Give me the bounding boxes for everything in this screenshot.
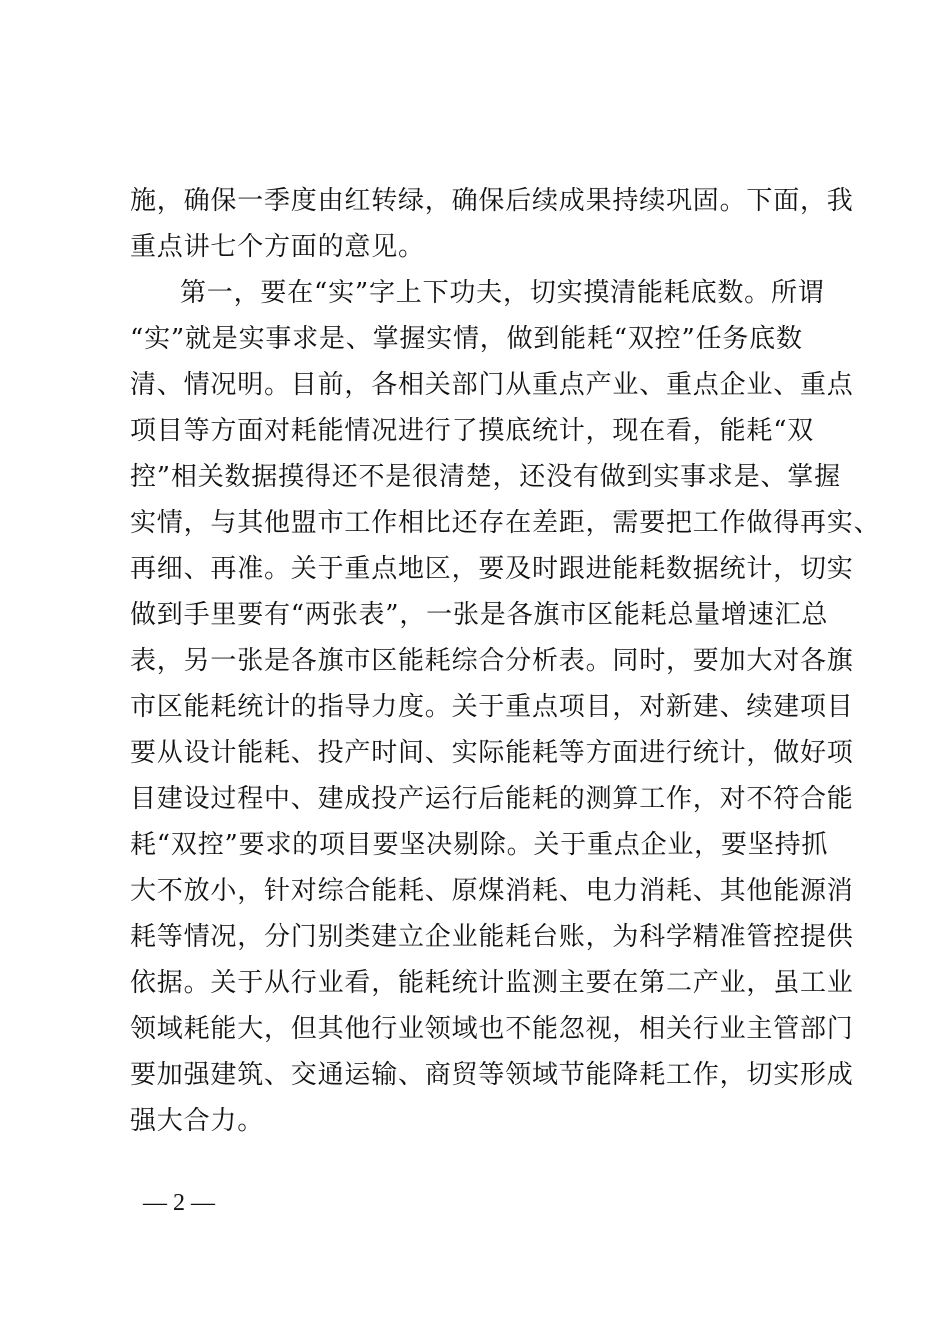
text-line: 施，确保一季度由红转绿，确保后续成果持续巩固。下面，我 xyxy=(130,186,854,216)
text-line: 目建设过程中、建成投产运行后能耗的测算工作，对不符合能 xyxy=(130,784,854,814)
text-line: 控”相关数据摸得还不是很清楚，还没有做到实事求是、掌握 xyxy=(130,462,841,492)
text-line: 耗等情况，分门别类建立企业能耗台账，为科学精准管控提供 xyxy=(130,922,854,952)
text-line: “实”就是实事求是、掌握实情，做到能耗“双控”任务底数 xyxy=(130,324,803,354)
text-line: 重点讲七个方面的意见。 xyxy=(130,232,425,262)
text-line: 项目等方面对耗能情况进行了摸底统计，现在看，能耗“双 xyxy=(130,416,815,446)
paragraph-first-line: 第一，要在“实”字上下功夫，切实摸清能耗底数。所谓 xyxy=(180,278,825,308)
text-line: 表，另一张是各旗市区能耗综合分析表。同时，要加大对各旗 xyxy=(130,646,854,676)
text-line: 大不放小，针对综合能耗、原煤消耗、电力消耗、其他能源消 xyxy=(130,876,854,906)
text-line: 清、情况明。目前，各相关部门从重点产业、重点企业、重点 xyxy=(130,370,854,400)
text-line: 要从设计能耗、投产时间、实际能耗等方面进行统计，做好项 xyxy=(130,738,854,768)
text-line: 做到手里要有“两张表”，一张是各旗市区能耗总量增速汇总 xyxy=(130,600,829,630)
text-line: 领域耗能大，但其他行业领域也不能忽视，相关行业主管部门 xyxy=(130,1014,854,1044)
page-number: — 2 — xyxy=(143,1190,215,1216)
text-line: 再细、再准。关于重点地区，要及时跟进能耗数据统计，切实 xyxy=(130,554,854,584)
text-line: 依据。关于从行业看，能耗统计监测主要在第二产业，虽工业 xyxy=(130,968,854,998)
text-line: 强大合力。 xyxy=(130,1106,265,1136)
text-line: 市区能耗统计的指导力度。关于重点项目，对新建、续建项目 xyxy=(130,692,854,722)
text-line: 耗“双控”要求的项目要坚决剔除。关于重点企业，要坚持抓 xyxy=(130,830,829,860)
text-line: 要加强建筑、交通运输、商贸等领域节能降耗工作，切实形成 xyxy=(130,1060,854,1090)
text-line: 实情，与其他盟市工作相比还存在差距，需要把工作做得再实、 xyxy=(130,508,881,538)
